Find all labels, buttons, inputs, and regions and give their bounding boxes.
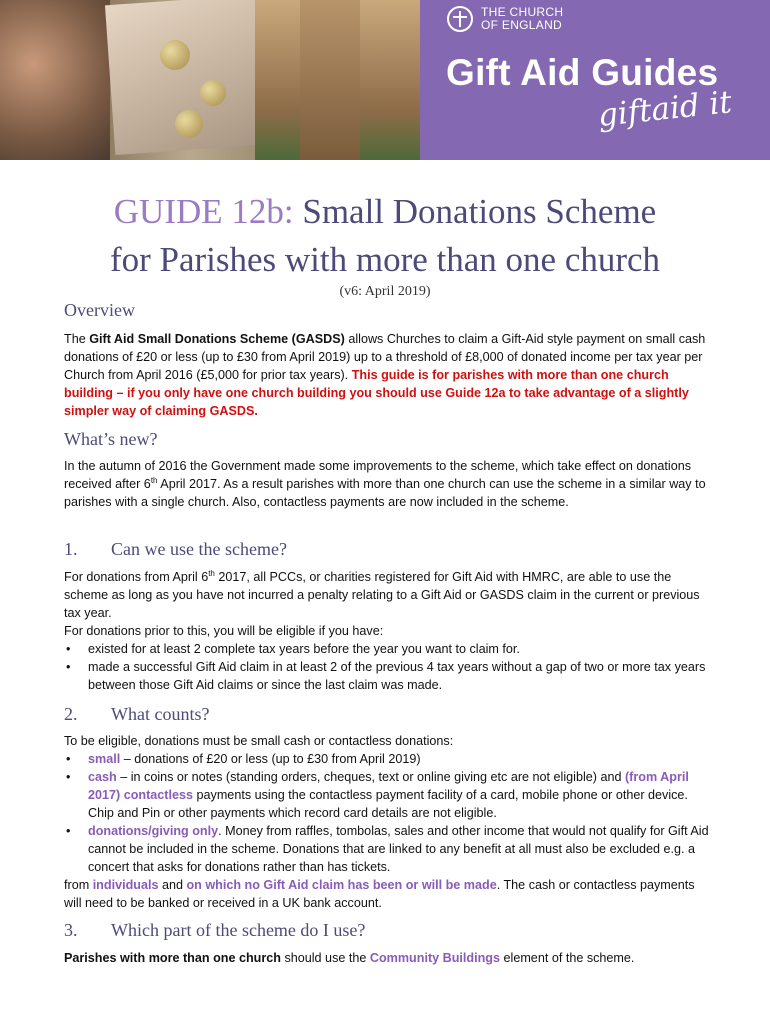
overview-heading: Overview: [64, 300, 135, 320]
warning-text: This guide is for parishes with more than one church building – if you only have one church building you should use Guide 12a to take advantage of a slightly simpler way of claiming GASDS.: [64, 368, 689, 418]
section-1-heading: 1. Can we use the scheme?: [64, 539, 287, 559]
series-title: Gift Aid Guides: [446, 52, 719, 93]
coin-icon: [200, 80, 226, 106]
giftaid-logo: giftaid it: [596, 84, 734, 134]
section-3-body: Parishes with more than one church should use the Community Buildings element of the scheme.: [64, 951, 635, 965]
section-2-heading: 2. What counts?: [64, 704, 210, 724]
section-1-body: For donations from April 6th 2017, all PCCs, or charities registered for Gift Aid with HMRC, are able to use the scheme as long as you have not incurred a penalty relating to a Gift Aid or GASDS claim in the current or previous tax year. For donations prior to this, you will be eligible if you have: • existed for at least 2 complete tax years before the year you want to claim for. • made a successful Gift Aid claim in at least 2 of the previous 4 tax years without a gap of two or more tax years between those Gift Aid claims or since the last claim was made.: [64, 568, 714, 694]
header-banner: [0, 0, 770, 160]
title-text-1: Small Donations Scheme: [302, 192, 657, 231]
org-name-line1: THE CHURCH: [481, 5, 564, 19]
whats-new-paragraph: In the autumn of 2016 the Government made some improvements to the scheme, which take effect on donations received after 6th April 2017. As a result parishes with more than one church can use the scheme in a similar way to parishes with a single church. Also, contactless payments are now included in the scheme.: [64, 459, 706, 509]
list-item: • small – donations of £20 or less (up to £30 from April 2019): [64, 750, 714, 768]
section-2-body: To be eligible, donations must be small cash or contactless donations: • small – donations of £20 or less (up to £30 from April 2019) • cash – in coins or notes (standing orders, cheques, text or online giving etc are not eligible) and (from April 2017) contactless payments using the contactless payment facility of a card, mobile phone or other device. Chip and Pin or other payments which record card details are not eligible. • donations/giving only. Money from raffles, tombolas, sales and other income that would not qualify for Gift Aid cannot be included in the scheme. Donations that are linked to any benefit at all must also be excluded e.g. a concert that asks for donations rather than has tickets. from individuals and on which no Gift Aid claim has been or will be made. The cash or contactless payments will need to be banked or received in a UK bank account.: [64, 732, 714, 912]
list-item: • existed for at least 2 complete tax years before the year you want to claim for.: [64, 640, 714, 658]
page-title-line1: [0, 192, 770, 232]
crowd-photo: [0, 0, 110, 160]
coin-icon: [160, 40, 190, 70]
coin-icon: [175, 110, 203, 138]
list-item: • cash – in coins or notes (standing orders, cheques, text or online giving etc are not eligible) and (from April 2017) contactless payments using the contactless payment facility of a card, mobile phone or other device. Chip and Pin or other payments which record card details are not eligible.: [64, 768, 714, 822]
org-name-line2: OF ENGLAND: [481, 18, 563, 32]
whats-new-heading: What’s new?: [64, 429, 158, 449]
eligibility-list: [64, 640, 714, 694]
section-3-heading: 3. Which part of the scheme do I use?: [64, 920, 366, 940]
list-item: • made a successful Gift Aid claim in at least 2 of the previous 4 tax years without a gap of two or more tax years between those Gift Aid claims or since the last claim was made.: [64, 658, 714, 694]
overview-paragraph: The Gift Aid Small Donations Scheme (GASDS) allows Churches to claim a Gift-Aid style payment on small cash donations of £20 or less (up to £30 from April 2019) up to a threshold of £8,000 of donated income per tax year per Church from April 2016 (£5,000 for prior tax years). This guide is for parishes with more than one church building – if you only have one church building you should use Guide 12a to take advantage of a slightly simpler way of claiming GASDS.: [64, 332, 706, 418]
criteria-list: [64, 750, 714, 876]
church-tower: [300, 0, 360, 160]
header-photo-collage: [0, 0, 420, 160]
version-label: (v6: April 2019): [339, 284, 431, 299]
guide-number: GUIDE 12b:: [113, 192, 294, 231]
list-item: • donations/giving only. Money from raffles, tombolas, sales and other income that would not qualify for Gift Aid cannot be included in the scheme. Donations that are linked to any benefit at all must also be excluded e.g. a concert that asks for donations rather than has tickets.: [64, 822, 714, 876]
cross-icon: [447, 6, 473, 32]
church-of-england-logo: [447, 6, 563, 32]
community-buildings-link: Community Buildings: [369, 951, 501, 965]
page-title-line2: for Parishes with more than one church: [109, 240, 661, 279]
